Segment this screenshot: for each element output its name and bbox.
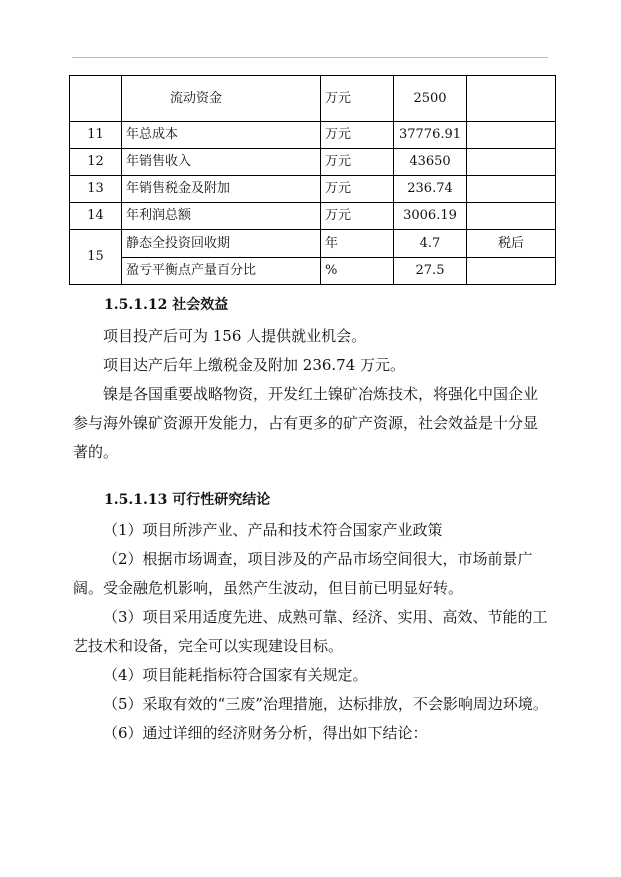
paragraph: 项目投产后可为 156 人提供就业机会。: [103, 327, 367, 345]
cell-no: [70, 76, 122, 122]
economic-indicators-table: [69, 75, 556, 285]
cell-item: 年利润总额: [122, 203, 321, 230]
table-row: [70, 203, 556, 230]
table-row: [70, 176, 556, 203]
table-row: [70, 76, 556, 122]
cell-value: 3006.19: [394, 203, 467, 230]
cell-value: 2500: [394, 76, 467, 122]
cell-unit: 年: [321, 230, 394, 258]
table-row: [70, 258, 556, 285]
cell-unit: %: [321, 258, 394, 285]
paragraph: 项目达产后年上缴税金及附加 236.74 万元。: [103, 356, 406, 374]
cell-item: 静态全投资回收期: [122, 230, 321, 258]
list-item: （3）项目采用适度先进、成熟可靠、经济、实用、高效、节能的工艺技术和设备，完全可以实现建设目标。: [73, 608, 548, 655]
cell-note: 税后: [467, 230, 556, 258]
cell-no: 14: [70, 203, 122, 230]
cell-value: 27.5: [394, 258, 467, 285]
cell-note: [467, 149, 556, 176]
cell-note: [467, 122, 556, 149]
section-heading-feasibility-conclusion: 1.5.1.13 可行性研究结论: [104, 492, 271, 508]
list-item: （6）通过详细的经济财务分析，得出如下结论：: [103, 724, 428, 742]
cell-unit: 万元: [321, 203, 394, 230]
feasibility-conclusion-body: [73, 516, 549, 748]
cell-unit: 万元: [321, 176, 394, 203]
cell-unit: 万元: [321, 122, 394, 149]
paragraph: 镍是各国重要战略物资，开发红土镍矿冶炼技术，将强化中国企业参与海外镍矿资源开发能力，占有更多的矿产资源，社会效益是十分显著的。: [73, 385, 539, 461]
table-row: [70, 122, 556, 149]
cell-note: [467, 258, 556, 285]
cell-note: [467, 176, 556, 203]
cell-unit: 万元: [321, 76, 394, 122]
table-row: [70, 230, 556, 258]
list-item: （5）采取有效的“三废”治理措施，达标排放，不会影响周边环境。: [103, 695, 548, 713]
social-benefit-body: [73, 322, 549, 467]
cell-unit: 万元: [321, 149, 394, 176]
cell-item: 流动资金: [122, 76, 321, 122]
cell-value: 4.7: [394, 230, 467, 258]
page-header-rule: [72, 57, 548, 58]
table-row: [70, 149, 556, 176]
list-item: （1）项目所涉产业、产品和技术符合国家产业政策: [103, 521, 443, 539]
section-heading-social-benefit: 1.5.1.12 社会效益: [104, 297, 229, 313]
list-item: （2）根据市场调查，项目涉及的产品市场空间很大，市场前景广阔。受金融危机影响，虽然产生波动，但目前已明显好转。: [73, 550, 533, 597]
cell-no: 15: [70, 230, 122, 285]
cell-item: 年销售税金及附加: [122, 176, 321, 203]
cell-item: 年总成本: [122, 122, 321, 149]
cell-no: 11: [70, 122, 122, 149]
cell-no: 13: [70, 176, 122, 203]
cell-item: 盈亏平衡点产量百分比: [122, 258, 321, 285]
list-item: （4）项目能耗指标符合国家有关规定。: [103, 666, 368, 684]
cell-value: 236.74: [394, 176, 467, 203]
cell-value: 43650: [394, 149, 467, 176]
cell-note: [467, 76, 556, 122]
cell-no: 12: [70, 149, 122, 176]
cell-note: [467, 203, 556, 230]
cell-value: 37776.91: [394, 122, 467, 149]
cell-item: 年销售收入: [122, 149, 321, 176]
